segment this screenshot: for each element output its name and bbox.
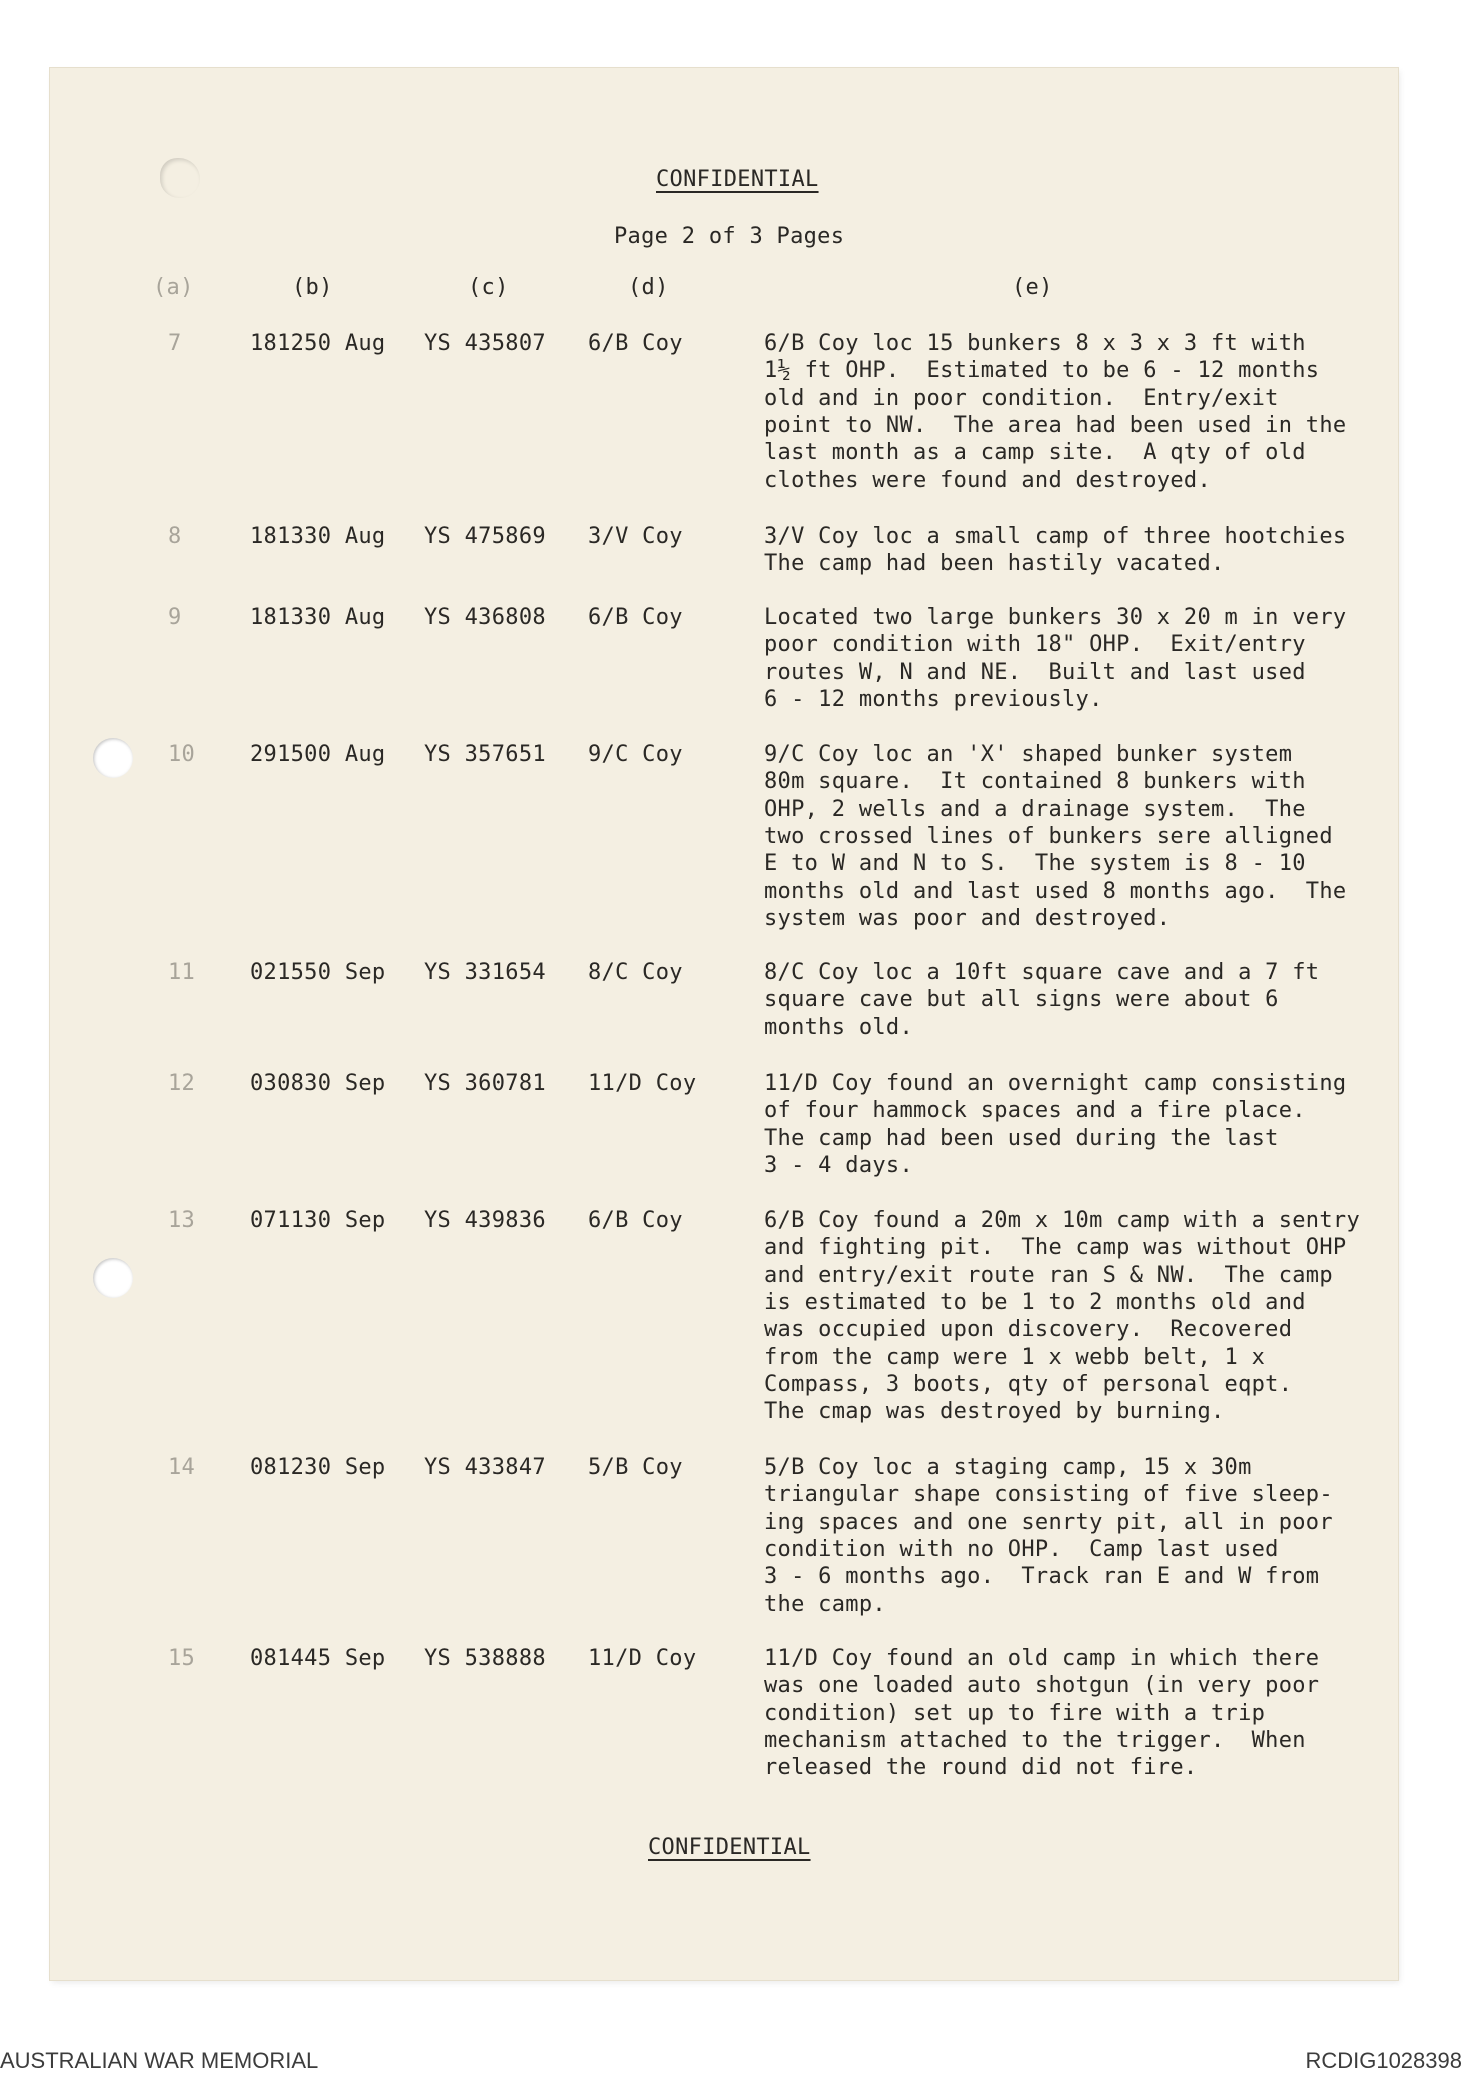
description-line: The cmap was destroyed by burning. (764, 1399, 1225, 1425)
description-line: condition with no OHP. Camp last used (764, 1536, 1279, 1562)
footer-classification: CONFIDENTIAL (648, 1835, 811, 1860)
row-unit: 6/B Coy (588, 1208, 683, 1233)
row-number: 13 (168, 1208, 196, 1233)
column-header-a: (a) (153, 275, 194, 300)
row-grid-reference: YS 331654 (424, 960, 546, 985)
description-line: point to NW. The area had been used in the (764, 412, 1347, 438)
description-line: months old and last used 8 months ago. The (764, 878, 1347, 904)
description-line: from the camp were 1 x webb belt, 1 x (764, 1344, 1266, 1370)
archive-reference: RCDIG1028398 (1305, 2048, 1462, 2073)
description-line: and entry/exit route ran S & NW. The camp (764, 1262, 1333, 1288)
description-line: last month as a camp site. A qty of old (764, 440, 1306, 466)
description-line: was one loaded auto shotgun (in very poor (764, 1673, 1320, 1699)
row-number: 8 (168, 524, 182, 549)
row-datetime: 021550 Sep (250, 960, 386, 985)
row-datetime: 181250 Aug (250, 331, 386, 356)
row-datetime: 071130 Sep (250, 1208, 386, 1233)
description-line: Compass, 3 boots, qty of personal eqpt. (764, 1371, 1293, 1397)
row-datetime: 291500 Aug (250, 742, 386, 767)
description-line: OHP, 2 wells and a drainage system. The (764, 796, 1306, 822)
description-line: 11/D Coy found an overnight camp consisting (764, 1071, 1347, 1096)
description-line: the camp. (764, 1591, 886, 1617)
description-line: mechanism attached to the trigger. When (764, 1727, 1306, 1753)
description-line: 6/B Coy found a 20m x 10m camp with a sentry (764, 1208, 1360, 1233)
description-line: 9/C Coy loc an 'X' shaped bunker system (764, 742, 1293, 767)
punch-hole-top (93, 738, 133, 778)
page-number: Page 2 of 3 Pages (614, 224, 845, 249)
row-datetime: 081445 Sep (250, 1646, 386, 1671)
description-line: released the round did not fire. (764, 1755, 1198, 1781)
staple-mark (160, 158, 200, 198)
row-unit: 5/B Coy (588, 1455, 683, 1480)
row-datetime: 081230 Sep (250, 1455, 386, 1480)
column-header-b: (b) (292, 275, 333, 300)
description-line: The camp had been hastily vacated. (764, 551, 1225, 577)
description-line: 6/B Coy loc 15 bunkers 8 x 3 x 3 ft with (764, 331, 1306, 356)
description-line: condition) set up to fire with a trip (764, 1700, 1266, 1726)
description-line: two crossed lines of bunkers sere alligned (764, 823, 1333, 849)
row-grid-reference: YS 475869 (424, 524, 546, 549)
row-unit: 9/C Coy (588, 742, 683, 767)
description-line: 3 - 6 months ago. Track ran E and W from (764, 1564, 1320, 1590)
description-line: poor condition with 18" OHP. Exit/entry (764, 632, 1306, 658)
description-line: 1½ ft OHP. Estimated to be 6 - 12 months (764, 358, 1320, 384)
row-number: 15 (168, 1646, 196, 1671)
description-line: 6 - 12 months previously. (764, 686, 1103, 712)
row-number: 7 (168, 331, 182, 356)
description-line: was occupied upon discovery. Recovered (764, 1317, 1293, 1343)
description-line: and fighting pit. The camp was without OHP (764, 1235, 1347, 1261)
row-unit: 6/B Coy (588, 331, 683, 356)
column-header-e: (e) (1012, 275, 1053, 300)
description-line: The camp had been used during the last (764, 1125, 1279, 1151)
description-line: 11/D Coy found an old camp in which there (764, 1646, 1320, 1671)
row-datetime: 181330 Aug (250, 524, 386, 549)
row-number: 14 (168, 1455, 196, 1480)
row-unit: 6/B Coy (588, 605, 683, 630)
row-number: 10 (168, 742, 196, 767)
description-line: of four hammock spaces and a fire place. (764, 1098, 1306, 1124)
description-line: 8/C Coy loc a 10ft square cave and a 7 ft (764, 960, 1320, 985)
row-grid-reference: YS 435807 (424, 331, 546, 356)
row-number: 12 (168, 1071, 196, 1096)
row-unit: 3/V Coy (588, 524, 683, 549)
row-unit: 11/D Coy (588, 1071, 697, 1096)
description-line: routes W, N and NE. Built and last used (764, 659, 1306, 685)
row-number: 11 (168, 960, 196, 985)
archive-institution: AUSTRALIAN WAR MEMORIAL (0, 2048, 319, 2073)
column-header-d: (d) (628, 275, 669, 300)
row-unit: 8/C Coy (588, 960, 683, 985)
row-grid-reference: YS 538888 (424, 1646, 546, 1671)
description-line: E to W and N to S. The system is 8 - 10 (764, 851, 1306, 877)
column-header-c: (c) (468, 275, 509, 300)
description-line: Located two large bunkers 30 x 20 m in very (764, 605, 1347, 630)
description-line: clothes were found and destroyed. (764, 467, 1211, 493)
header-classification: CONFIDENTIAL (656, 167, 819, 192)
description-line: old and in poor condition. Entry/exit (764, 385, 1279, 411)
row-grid-reference: YS 433847 (424, 1455, 546, 1480)
row-unit: 11/D Coy (588, 1646, 697, 1671)
row-grid-reference: YS 439836 (424, 1208, 546, 1233)
description-line: months old. (764, 1014, 913, 1040)
description-line: 5/B Coy loc a staging camp, 15 x 30m (764, 1455, 1252, 1480)
description-line: system was poor and destroyed. (764, 905, 1171, 931)
row-datetime: 181330 Aug (250, 605, 386, 630)
description-line: 80m square. It contained 8 bunkers with (764, 769, 1306, 795)
punch-hole-bottom (93, 1258, 133, 1298)
row-grid-reference: YS 357651 (424, 742, 546, 767)
description-line: square cave but all signs were about 6 (764, 987, 1279, 1013)
row-grid-reference: YS 436808 (424, 605, 546, 630)
row-datetime: 030830 Sep (250, 1071, 386, 1096)
row-grid-reference: YS 360781 (424, 1071, 546, 1096)
row-number: 9 (168, 605, 182, 630)
description-line: 3 - 4 days. (764, 1152, 913, 1178)
description-line: ing spaces and one senrty pit, all in poor (764, 1509, 1333, 1535)
description-line: triangular shape consisting of five sleep- (764, 1482, 1333, 1508)
description-line: is estimated to be 1 to 2 months old and (764, 1289, 1306, 1315)
description-line: 3/V Coy loc a small camp of three hootchies (764, 524, 1347, 549)
